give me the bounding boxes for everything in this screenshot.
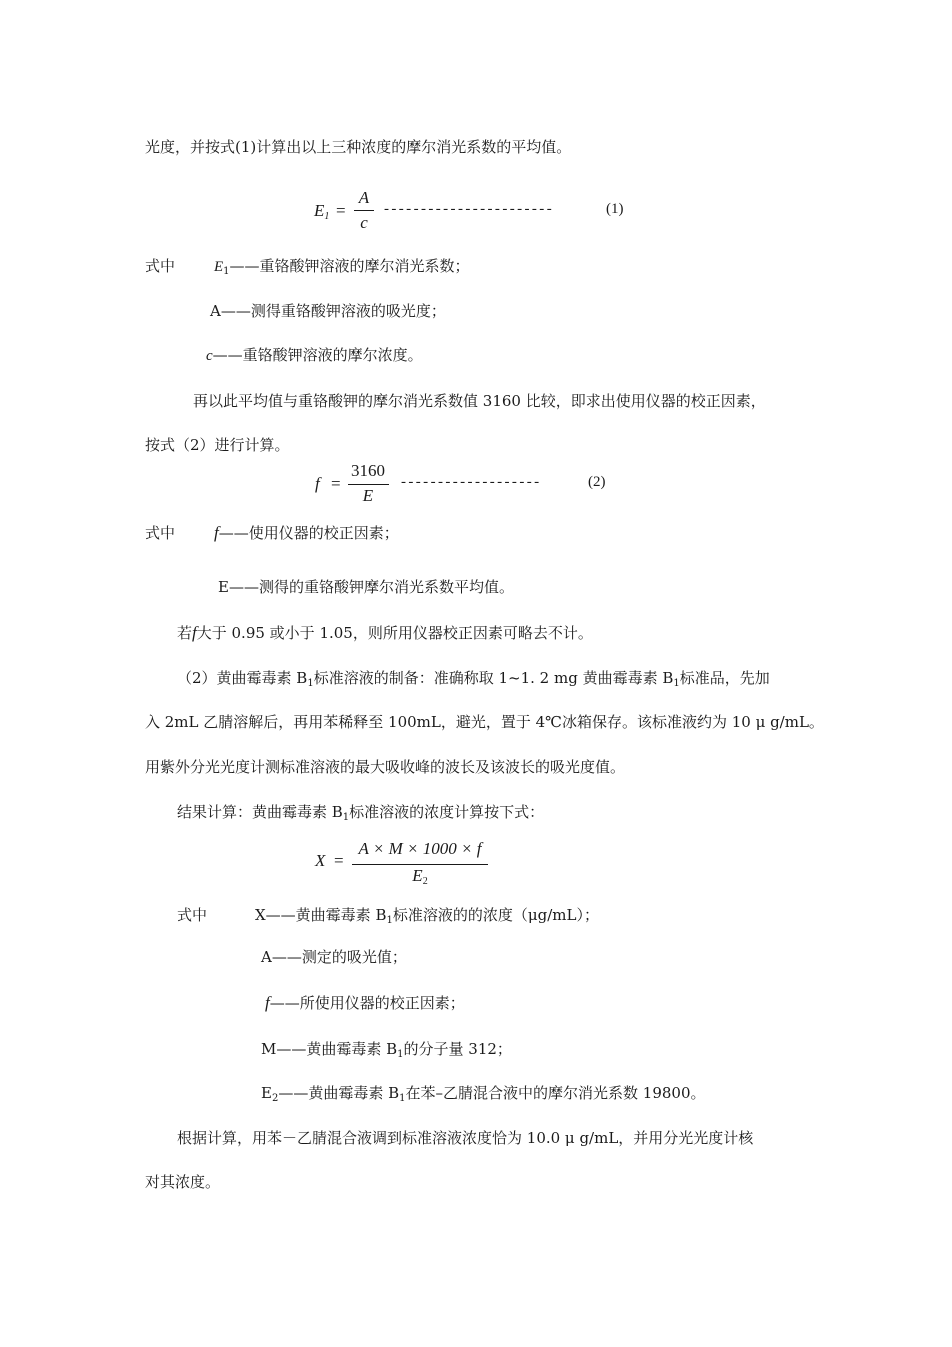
where2-e: E——测得的重铬酸钾摩尔消光系数平均值。: [218, 578, 514, 596]
eq2-leader: -------------------: [401, 474, 542, 490]
where3-f: f——所使用仪器的校正因素；: [265, 993, 465, 1012]
paragraph-adjust: 根据计算，用苯－乙腈混合液调到标准溶液浓度恰为 10.0 μ g/mL，并用分光光度计核: [177, 1129, 754, 1147]
eq2-fraction-bar: [348, 484, 389, 485]
paragraph-compare-cont: 按式（2）进行计算。: [145, 436, 290, 454]
eq2-lhs: f: [315, 474, 320, 493]
where2-label: 式中: [145, 524, 176, 542]
where1-a: A——测得重铬酸钾溶液的吸光度；: [210, 302, 446, 320]
eq1-equals: =: [336, 201, 346, 220]
eq1-denominator: c: [360, 213, 368, 232]
where1-c: c——重铬酸钾溶液的摩尔浓度。: [206, 346, 423, 364]
eq1-leader: -----------------------: [384, 201, 555, 217]
where3-label: 式中: [177, 906, 208, 924]
eq3-denominator: $E_2$: [412, 866, 428, 887]
where3-e2: $E_2——$黄曲霉毒素 $B_1$在苯–乙腈混合液中的摩尔消光系数 19800。: [261, 1084, 706, 1104]
eq3-lhs: X: [315, 851, 326, 870]
paragraph-intro: 光度，并按式(1)计算出以上三种浓度的摩尔消光系数的平均值。: [145, 138, 572, 156]
paragraph-compare: 再以此平均值与重铬酸钾的摩尔消光系数值 3160 比较，即求出使用仪器的校正因素，: [193, 392, 766, 410]
eq2-numerator: 3160: [351, 461, 385, 480]
where2-f: f——使用仪器的校正因素；: [214, 523, 399, 542]
eq2-tag: (2): [588, 474, 606, 490]
paragraph-adjust-cont: 对其浓度。: [145, 1173, 221, 1191]
paragraph-preparation-cont: 入 2mL 乙腈溶解后，再用苯稀释至 100mL，避光，置于 4℃冰箱保存。该标准液约为 10 μ g/mL。: [145, 713, 824, 731]
eq1-numerator: A: [358, 188, 370, 207]
where1-e1: $E_1——$重铬酸钾溶液的摩尔消光系数；: [214, 257, 470, 277]
where1-label: 式中: [145, 257, 176, 275]
eq1-tag: (1): [606, 201, 624, 217]
where3-x: X——黄曲霉毒素 $B_1$标准溶液的的浓度（μg/mL）；: [255, 906, 599, 926]
eq2-equals: =: [331, 474, 341, 493]
eq1-fraction-bar: [354, 210, 374, 211]
eq1-lhs: $E_1$: [314, 201, 330, 222]
eq3-numerator: A × M × 1000 × f: [358, 839, 482, 858]
eq2-denominator: E: [362, 486, 374, 505]
paragraph-preparation: （2）黄曲霉毒素 $B_1$标准溶液的制备：准确称取 1~1. 2 mg 黄曲霉毒素 $B_1$标准品，先加: [177, 669, 770, 689]
paragraph-tolerance: 若f大于 0.95 或小于 1.05，则所用仪器校正因素可略去不计。: [177, 623, 593, 642]
paragraph-preparation-end: 用紫外分光光度计测标准溶液的最大吸收峰的波长及该波长的吸光度值。: [145, 758, 626, 776]
where3-m: M——黄曲霉毒素 $B_1$的分子量 312；: [261, 1040, 512, 1060]
eq3-equals: =: [334, 851, 344, 870]
eq3-fraction-bar: [352, 864, 488, 865]
paragraph-calculation: 结果计算：黄曲霉毒素 $B_1$标准溶液的浓度计算按下式：: [177, 803, 545, 823]
where3-a: A——测定的吸光值；: [261, 948, 407, 966]
